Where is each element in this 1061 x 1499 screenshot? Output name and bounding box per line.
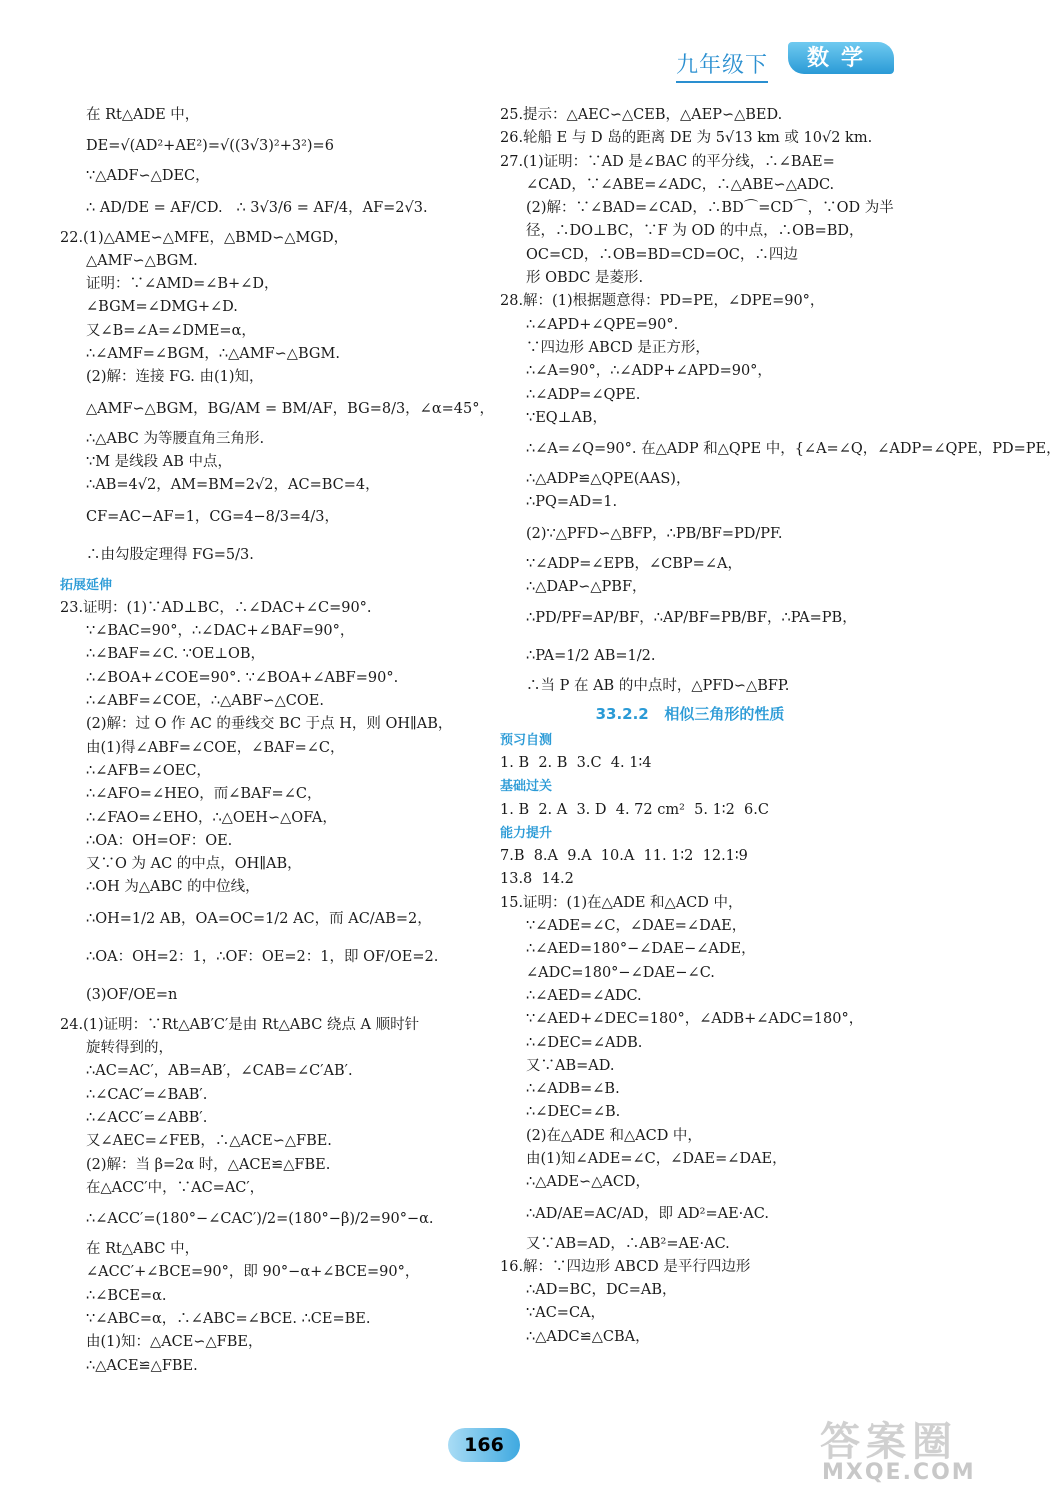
text-line: ∴AB=4√2，AM=BM=2√2，AC=BC=4， — [86, 477, 380, 494]
text-line: ∠CAD，∵∠ABE=∠ADC，∴△ABE∽△ADC. — [526, 176, 835, 193]
section-heading: 能力提升 — [500, 825, 553, 841]
text-line: 27.(1)证明：∵AD 是∠BAC 的平分线，∴∠BAE= — [500, 153, 835, 170]
watermark-logo: 答案圈 — [820, 1419, 958, 1465]
text-line: ∴∠CAC′=∠BAB′. — [86, 1086, 208, 1103]
text-line: DE=√(AD²+AE²)=√((3√3)²+3²)=6 — [86, 138, 334, 155]
text-line: 24.(1)证明：∵Rt△AB′C′是由 Rt△ABC 绕点 A 顺时针 — [60, 1016, 420, 1033]
text-line: (2)解：过 O 作 AC 的垂线交 BC 于点 H，则 OH∥AB， — [86, 716, 453, 733]
text-line: ∴∠AED=180°−∠DAE−∠ADE， — [526, 941, 756, 958]
text-line: △AMF∽△BGM，BG/AM = BM/AF，BG=8/3，∠α=45°， — [86, 400, 494, 417]
text-line: ∠BGM=∠DMG+∠D. — [86, 299, 238, 316]
text-line: ∵∠ADP=∠EPB，∠CBP=∠A， — [526, 555, 742, 572]
text-line: 又∵AB=AD. — [526, 1057, 615, 1074]
text-line: ∵△ADF∽△DEC， — [86, 168, 210, 185]
text-line: ∴△DAP∽△PBF， — [526, 579, 647, 596]
text-line: ∠ACC′+∠BCE=90°，即 90°−α+∠BCE=90°， — [86, 1264, 420, 1281]
text-line: ∴∠BAF=∠C. ∵OE⊥OB， — [86, 646, 266, 663]
text-line: ∴∠AFO=∠HEO，而∠BAF=∠C， — [86, 786, 322, 803]
page-header — [676, 42, 898, 78]
text-line: ∴∠BOA+∠COE=90°. ∵∠BOA+∠ABF=90°. — [86, 669, 399, 686]
text-line: 又∵AB=AD，∴AB²=AE·AC. — [526, 1235, 730, 1252]
text-line: 7.B 8.A 9.A 10.A 11. 1∶2 12.1∶9 — [500, 848, 748, 865]
text-line: 22.(1)△AME∽△MFE，△BMD∽△MGD， — [60, 229, 349, 246]
text-line: 1. B 2. A 3. D 4. 72 cm² 5. 1∶2 6.C — [500, 801, 769, 818]
grade-label: 九年级下 — [676, 48, 768, 83]
section-heading: 预习自测 — [500, 732, 553, 748]
text-line: ∴∠DEC=∠ADB. — [526, 1034, 643, 1051]
text-line: 26.轮船 E 与 D 岛的距离 DE 为 5√13 km 或 10√2 km. — [500, 130, 873, 147]
watermark-url: MXQE.COM — [822, 1460, 976, 1485]
text-line: ∵四边形 ABCD 是正方形， — [526, 339, 710, 356]
text-line: 在 Rt△ABC 中， — [86, 1241, 200, 1258]
text-line: △AMF∽△BGM. — [86, 252, 198, 269]
section-heading: 拓展延伸 — [60, 577, 113, 593]
text-line: ∴△ADC≌△CBA， — [526, 1328, 650, 1345]
text-line: (2)∵△PFD∽△BFP，∴PB/BF=PD/PF. — [526, 525, 783, 542]
text-line: ∴PD/PF=AP/BF，∴AP/BF=PB/BF，∴PA=PB， — [526, 610, 857, 627]
text-line: ∴当 P 在 AB 的中点时，△PFD∽△BFP. — [526, 678, 790, 695]
text-line: ∴∠ACC′=∠ABB′. — [86, 1109, 208, 1126]
text-line: 在 Rt△ADE 中， — [86, 107, 200, 123]
text-line: ∴∠A=90°，∴∠ADP+∠APD=90°， — [526, 363, 772, 380]
text-line: ∴OH=1/2 AB，OA=OC=1/2 AC，而 AC/AB=2， — [86, 910, 432, 927]
subject-badge: 数学 — [788, 42, 894, 74]
text-line: ∴AC=AC′，AB=AB′，∠CAB=∠C′AB′. — [86, 1063, 353, 1080]
text-line: ∴∠AED=∠ADC. — [526, 987, 642, 1004]
left-column — [60, 104, 494, 1378]
text-line: ∴ AD/DE = AF/CD. ∴ 3√3/6 = AF/4，AF=2√3. — [86, 199, 428, 216]
text-line: ∵∠ABC=α，∴∠ABC=∠BCE. ∴CE=BE. — [86, 1310, 371, 1327]
section-heading: 基础过关 — [500, 779, 553, 795]
text-line: ∵∠ADE=∠C，∠DAE=∠DAE， — [526, 918, 747, 935]
text-line: 由(1)知∠ADE=∠C，∠DAE=∠DAE， — [526, 1150, 787, 1167]
text-line: ∵∠AED+∠DEC=180°，∠ADB+∠ADC=180°， — [526, 1011, 864, 1028]
text-line: 28.解：(1)根据题意得：PD=PE，∠DPE=90°， — [500, 293, 825, 310]
text-line: ∴∠FAO=∠EHO，∴△OEH∽△OFA， — [86, 809, 337, 826]
text-line: ∴∠ABF=∠COE，∴△ABF∽△COE. — [86, 693, 324, 710]
text-line: 证明：∵∠AMD=∠B+∠D， — [86, 276, 279, 293]
text-line: ∴AD/AE=AC/AD，即 AD²=AE·AC. — [526, 1205, 769, 1222]
text-line: 13.8 14.2 — [500, 871, 574, 888]
text-line: ∵M 是线段 AB 中点， — [86, 453, 233, 470]
text-line: ∴∠AMF=∠BGM，∴△AMF∽△BGM. — [86, 346, 340, 363]
text-line: ∴OA：OH=OF：OE. — [86, 832, 233, 849]
text-line: ∴∠ACC′=(180°−∠CAC′)/2=(180°−β)/2=90°−α. — [86, 1211, 434, 1228]
text-line: 形 OBDC 是菱形. — [526, 270, 644, 287]
text-line: ∵EQ⊥AB， — [526, 409, 607, 426]
text-line: ∴△ACE≌△FBE. — [86, 1357, 198, 1374]
text-line: ∴∠APD+∠QPE=90°. — [526, 316, 679, 333]
text-line: (2)解：连接 FG. 由(1)知， — [86, 369, 264, 386]
text-line: ∴∠BCE=α. — [86, 1287, 167, 1304]
text-line: ∴△ADP≌△QPE(AAS)， — [526, 471, 691, 488]
page-number: 166 — [448, 1428, 520, 1462]
text-line: ∴OH 为△ABC 的中位线， — [86, 879, 260, 896]
text-line: ∵AC=CA， — [526, 1305, 606, 1322]
text-line: ∴∠ADP=∠QPE. — [526, 386, 641, 403]
text-line: 23.证明：(1)∵AD⊥BC，∴∠DAC+∠C=90°. — [60, 599, 372, 616]
text-line: ∴∠DEC=∠B. — [526, 1104, 621, 1121]
text-line: ∴∠AFB=∠OEC， — [86, 762, 211, 779]
text-line: OC=CD，∴OB=BD=CD=OC，∴四边 — [526, 246, 798, 263]
text-line: 25.提示：△AEC∽△CEB，△AEP∽△BED. — [500, 107, 783, 123]
text-line: ∠ADC=180°−∠DAE−∠C. — [526, 964, 715, 981]
text-line: 16.解：∵四边形 ABCD 是平行四边形 — [500, 1258, 751, 1275]
section-heading: 33.2.2 相似三角形的性质 — [595, 704, 785, 723]
text-line: ∴∠A=∠Q=90°. 在△ADP 和△QPE 中，{∠A=∠Q，∠ADP=∠QPE，PD=PE， — [526, 441, 1061, 458]
text-line: ∴∠ADB=∠B. — [526, 1081, 620, 1098]
text-line: CF=AC−AF=1，CG=4−8/3=4/3， — [86, 508, 339, 525]
text-line: ∴△ADE∽△ACD， — [526, 1174, 651, 1191]
text-line: (3)OF/OE=n — [86, 986, 178, 1003]
text-line: ∴△ABC 为等腰直角三角形. — [86, 430, 265, 447]
text-line: (2)在△ADE 和△ACD 中， — [526, 1127, 702, 1144]
text-line: ∴OA：OH=2：1，∴OF：OE=2：1，即 OF/OE=2. — [86, 948, 439, 965]
text-line: (2)解：∵∠BAD=∠CAD，∴BD⌒=CD⌒，∵OD 为半 — [526, 200, 894, 217]
text-line: 在△ACC′中，∵AC=AC′， — [86, 1179, 265, 1196]
text-line: (2)解：当 β=2α 时，△ACE≌△FBE. — [86, 1156, 331, 1173]
text-line: 由(1)知：△ACE∽△FBE， — [86, 1334, 263, 1351]
right-column — [500, 104, 1061, 1349]
text-line: 又∵O 为 AC 的中点，OH∥AB， — [86, 856, 302, 873]
text-line: ∴AD=BC，DC=AB， — [526, 1282, 677, 1299]
text-line: 15.证明：(1)在△ADE 和△ACD 中， — [500, 894, 743, 911]
text-line: ∵∠BAC=90°，∴∠DAC+∠BAF=90°， — [86, 623, 355, 640]
text-line: 又∠B=∠A=∠DME=α， — [86, 322, 256, 339]
text-line: 径，∴DO⊥BC，∵F 为 OD 的中点，∴OB=BD， — [526, 223, 864, 240]
text-line: 旋转得到的， — [86, 1040, 173, 1057]
text-line: ∴PQ=AD=1. — [526, 494, 618, 511]
text-line: 由(1)得∠ABF=∠COE，∠BAF=∠C， — [86, 739, 345, 756]
text-line: ∴PA=1/2 AB=1/2. — [526, 648, 656, 665]
text-line: 1. B 2. B 3.C 4. 1∶4 — [500, 754, 652, 771]
text-line: ∴由勾股定理得 FG=5/3. — [86, 546, 254, 563]
text-line: 又∠AEC=∠FEB，∴△ACE∽△FBE. — [86, 1133, 332, 1150]
